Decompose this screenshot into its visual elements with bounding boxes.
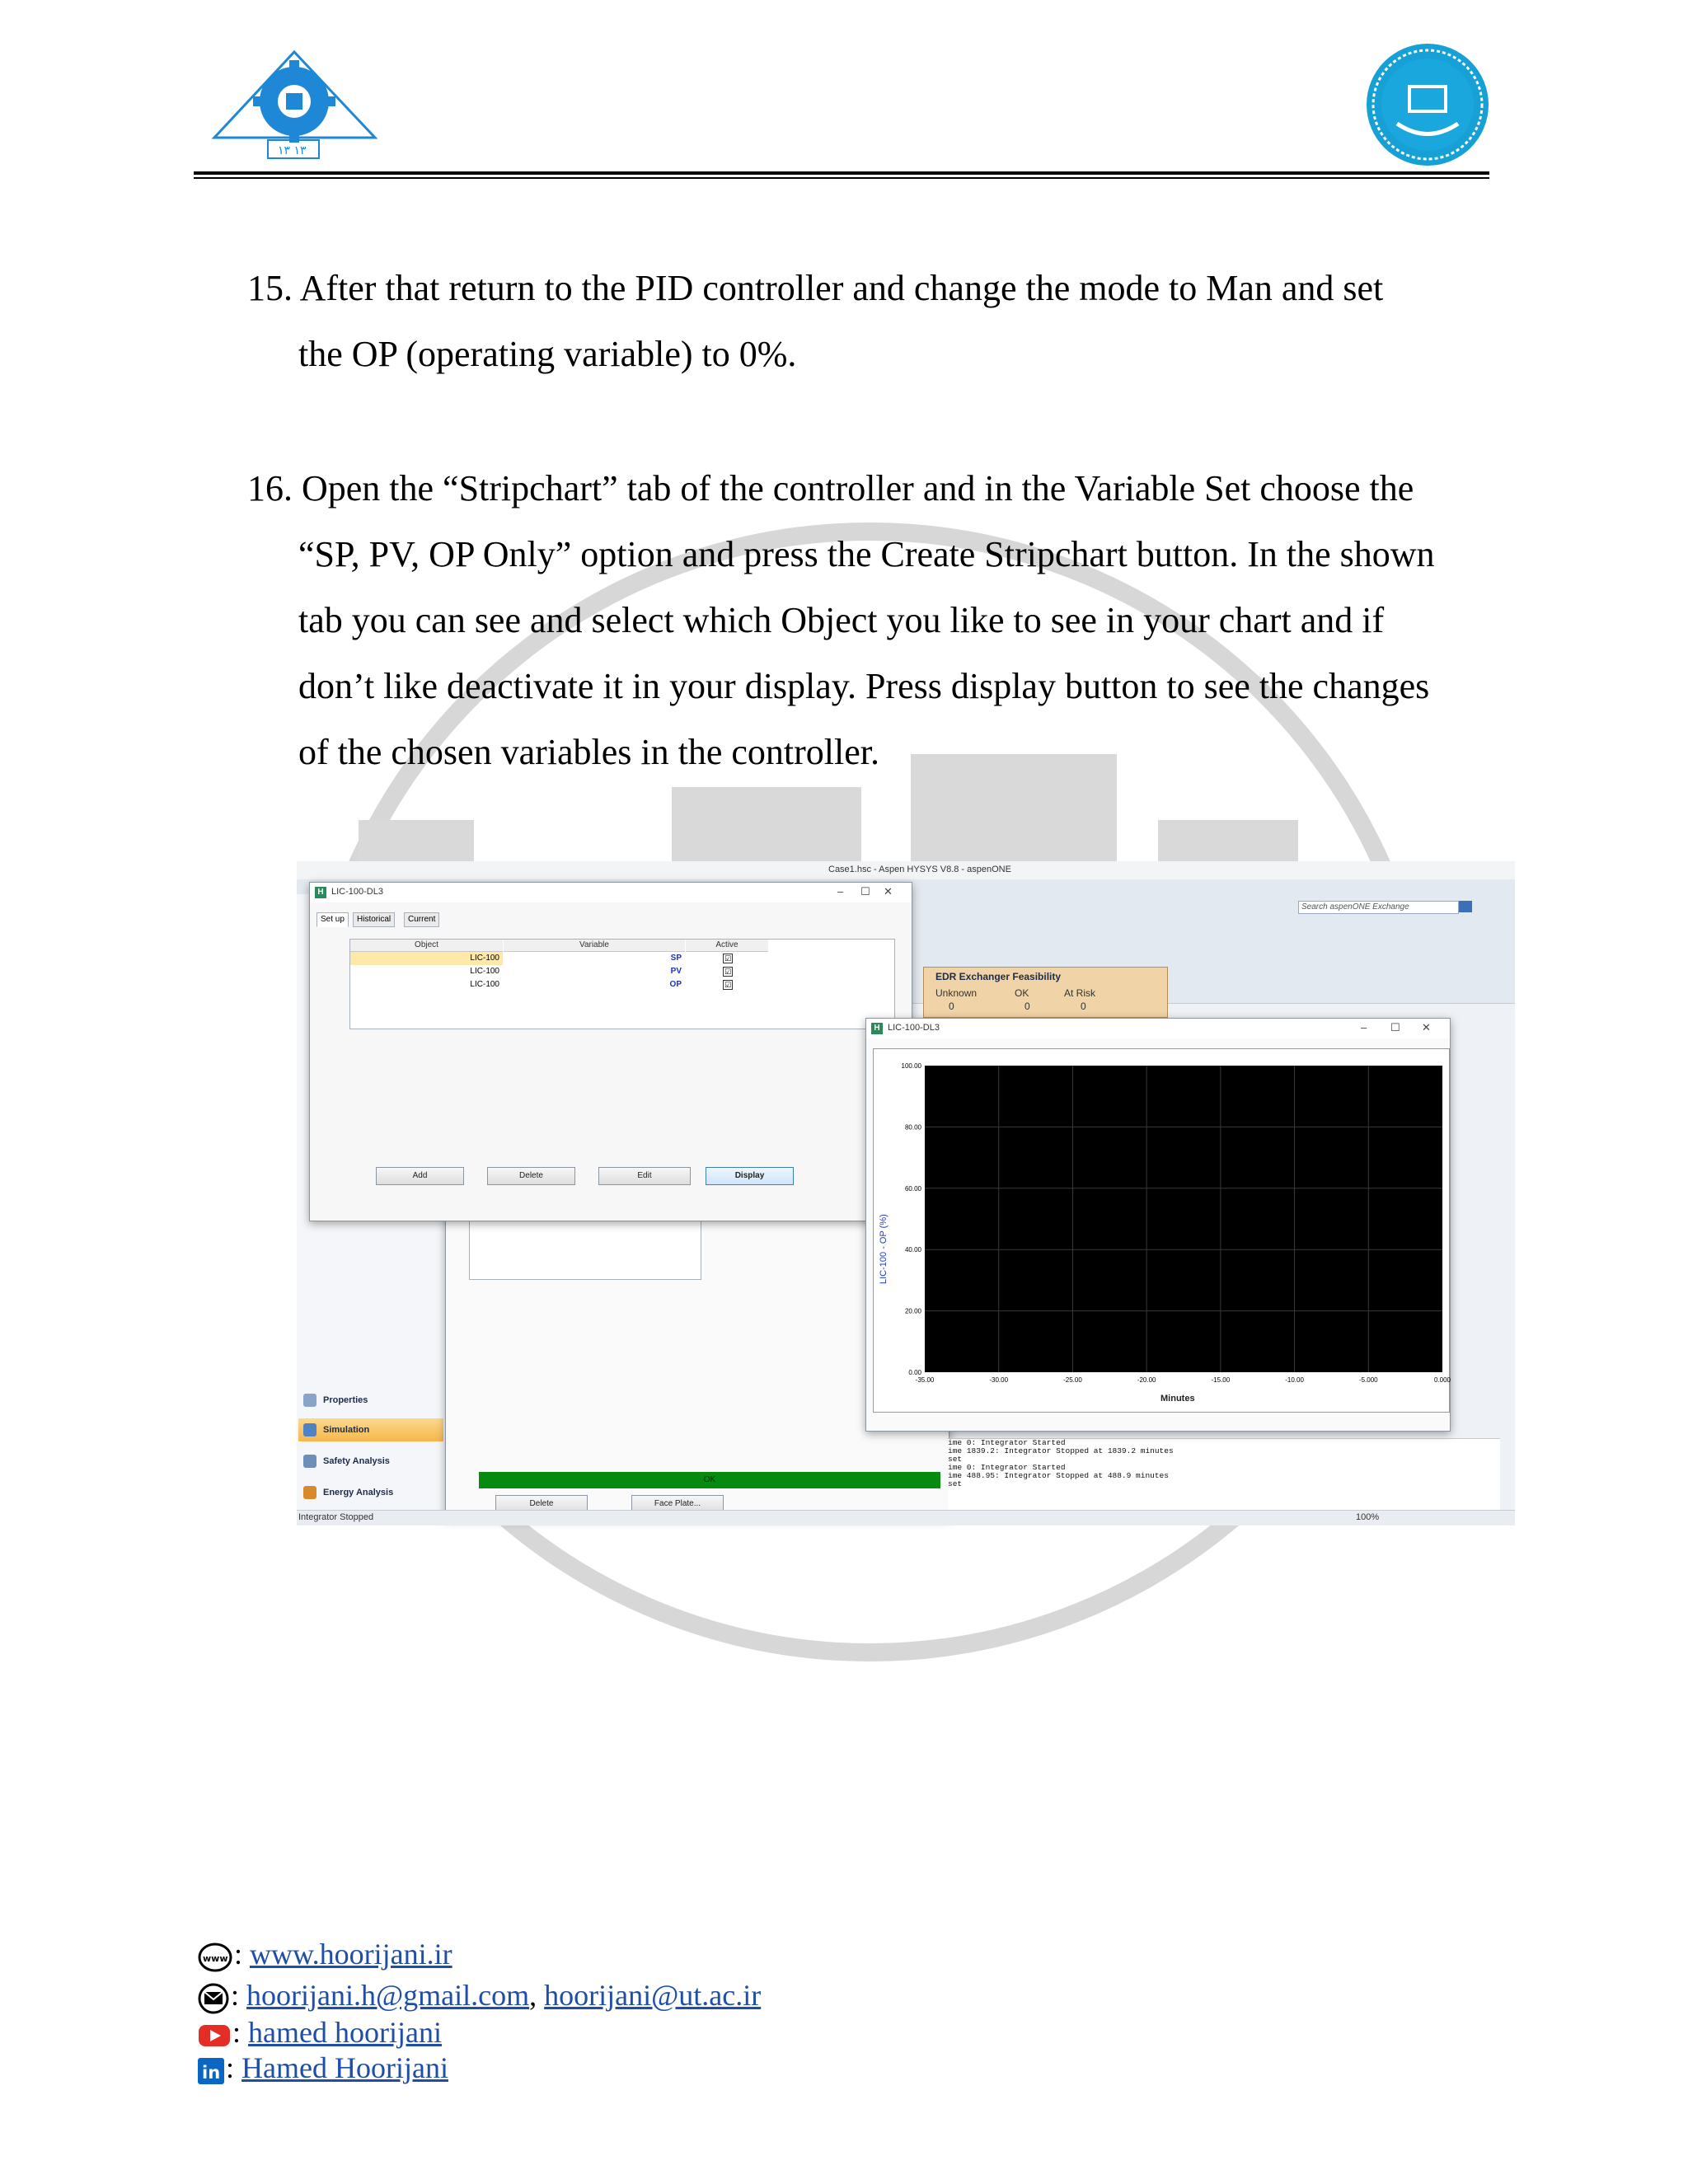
stripchart-setup-dialog xyxy=(309,882,912,1221)
x-tick-label: 0.000 xyxy=(1433,1376,1451,1384)
step-text-line: of the chosen variables in the controller. xyxy=(298,732,879,772)
step-number: 15. xyxy=(247,268,293,308)
tab-setup[interactable]: Set up xyxy=(316,912,349,927)
email-link-ut[interactable]: hoorijani@ut.ac.ir xyxy=(544,1979,762,2012)
header-rule xyxy=(194,171,1489,179)
youtube-link[interactable]: hamed hoorijani xyxy=(248,2016,442,2049)
table-cell-object[interactable]: LIC-100 xyxy=(350,952,503,965)
maximize-icon[interactable]: ☐ xyxy=(860,885,870,898)
table-cell-variable[interactable]: SP xyxy=(670,954,682,963)
search-input[interactable]: Search aspenONE Exchange xyxy=(1298,901,1459,914)
edr-value-ok: 0 xyxy=(1025,1001,1030,1012)
y-tick-label: 80.00 xyxy=(904,1123,921,1132)
minimize-icon[interactable]: – xyxy=(837,885,844,898)
chart-frame xyxy=(873,1048,1450,1413)
x-tick-label: -15.00 xyxy=(1211,1376,1231,1384)
y-tick-label: 20.00 xyxy=(904,1307,921,1315)
add-button[interactable]: Add xyxy=(376,1167,464,1185)
chart-window-title: LIC-100-DL3 xyxy=(888,1023,940,1033)
x-axis-label: Minutes xyxy=(1160,1394,1195,1404)
app-title: Case1.hsc - Aspen HYSYS V8.8 - aspenONE xyxy=(828,865,1011,874)
edr-col-unknown: Unknown xyxy=(935,987,978,999)
table-cell-variable[interactable]: PV xyxy=(670,967,682,976)
chart-titlebar xyxy=(866,1019,1450,1038)
nav-safety-analysis[interactable] xyxy=(298,1450,443,1473)
hysys-screenshot xyxy=(297,861,1515,1525)
nav-simulation[interactable] xyxy=(298,1418,443,1441)
nav-properties[interactable] xyxy=(298,1389,443,1412)
face-plate-button[interactable]: Face Plate... xyxy=(631,1495,724,1513)
zoom-level: 100% xyxy=(1356,1512,1380,1522)
x-tick-label: -30.00 xyxy=(989,1376,1009,1384)
svg-text:in: in xyxy=(202,2062,221,2083)
linkedin-icon xyxy=(198,2058,224,2084)
message-line: ime 0: Integrator Started xyxy=(948,1463,1066,1472)
y-tick-label: 40.00 xyxy=(904,1246,921,1254)
stripchart-plot[interactable] xyxy=(874,1049,1449,1412)
edr-feasibility-panel xyxy=(923,967,1168,1018)
message-line: ime 1839.2: Integrator Stopped at 1839.2 minutes xyxy=(948,1446,1174,1455)
svg-text:۱۳ ۱۳: ۱۳ ۱۳ xyxy=(278,144,307,157)
faculty-logo xyxy=(210,37,379,177)
step-15 xyxy=(247,255,1492,387)
simulation-icon xyxy=(303,1423,316,1436)
x-tick-label: -35.00 xyxy=(915,1376,935,1384)
active-checkbox[interactable]: ☑ xyxy=(724,968,732,976)
y-tick-label: 60.00 xyxy=(904,1184,921,1193)
footer-website: www : www.hoorijani.ir xyxy=(198,1937,452,1972)
step-text-line: tab you can see and select which Object you like to see in your chart and if xyxy=(298,600,1385,640)
delete-row-button[interactable]: Delete xyxy=(487,1167,575,1185)
app-titlebar xyxy=(297,861,1515,879)
nav-label: Safety Analysis xyxy=(323,1456,390,1466)
footer-youtube: : hamed hoorijani xyxy=(198,2015,442,2050)
message-line: ime 0: Integrator Started xyxy=(948,1438,1066,1447)
youtube-icon xyxy=(198,2023,231,2048)
table-cell-variable[interactable]: OP xyxy=(669,980,682,989)
linkedin-link[interactable]: Hamed Hoorijani xyxy=(241,2051,448,2084)
energy-icon xyxy=(303,1486,316,1499)
active-checkbox[interactable]: ☑ xyxy=(724,981,732,989)
step-number: 16. xyxy=(247,468,293,509)
y-tick-label: 100.00 xyxy=(901,1062,921,1070)
status-bar-ok: OK xyxy=(479,1472,940,1488)
message-log xyxy=(948,1438,1500,1510)
column-header-variable: Variable xyxy=(504,940,685,952)
step-text-line: After that return to the PID controller and change the mode to Man and set xyxy=(299,268,1384,308)
tab-historical[interactable]: Historical xyxy=(353,912,395,927)
edr-value-unknown: 0 xyxy=(949,1001,954,1012)
column-header-object: Object xyxy=(350,940,503,952)
step-text-line: the OP (operating variable) to 0%. xyxy=(298,334,797,374)
tab-current[interactable]: Current xyxy=(404,912,439,927)
dialog-titlebar xyxy=(310,883,912,902)
step-text-line: don’t like deactivate it in your display. Press display button to see the changes xyxy=(298,666,1430,706)
stripchart-window xyxy=(865,1018,1451,1432)
x-tick-label: -5.000 xyxy=(1358,1376,1378,1384)
delete-button[interactable]: Delete xyxy=(495,1495,588,1513)
step-text-line: Open the “Stripchart” tab of the controller and in the Variable Set choose the xyxy=(302,468,1414,509)
footer-linkedin: in : Hamed Hoorijani xyxy=(198,2050,448,2085)
step-16 xyxy=(247,456,1492,785)
website-link[interactable]: www.hoorijani.ir xyxy=(250,1938,452,1971)
close-icon[interactable]: ✕ xyxy=(884,885,893,898)
nav-label: Energy Analysis xyxy=(323,1488,394,1497)
dialog-title: LIC-100-DL3 xyxy=(331,887,383,897)
table-cell-object[interactable]: LIC-100 xyxy=(470,967,499,976)
properties-icon xyxy=(303,1394,316,1407)
message-line: ime 488.95: Integrator Stopped at 488.9 minutes xyxy=(948,1471,1169,1480)
minimize-icon[interactable]: – xyxy=(1361,1021,1367,1033)
message-line: set xyxy=(948,1455,963,1464)
nav-label: Properties xyxy=(323,1395,368,1405)
edr-col-at-risk: At Risk xyxy=(1064,987,1096,999)
nav-label: Simulation xyxy=(323,1425,370,1435)
active-checkbox[interactable]: ☑ xyxy=(724,954,732,963)
edr-col-ok: OK xyxy=(1015,987,1029,999)
footer-email: : hoorijani.h@gmail.com, hoorijani@ut.ac.ir xyxy=(198,1978,761,2013)
step-text-line: “SP, PV, OP Only” option and press the Create Stripchart button. In the shown xyxy=(298,534,1435,574)
y-axis-label: LIC-100 - OP (%) xyxy=(879,1214,889,1284)
plot-background xyxy=(925,1066,1442,1372)
maximize-icon[interactable]: ☐ xyxy=(1390,1021,1400,1033)
column-header-active: Active xyxy=(686,940,768,952)
message-line: set xyxy=(948,1479,963,1488)
status-bar xyxy=(297,1510,1515,1526)
x-tick-label: -10.00 xyxy=(1285,1376,1304,1384)
x-tick-label: -20.00 xyxy=(1137,1376,1156,1384)
display-button[interactable]: Display xyxy=(706,1167,794,1185)
table-cell-object[interactable]: LIC-100 xyxy=(470,980,499,989)
stripchart-variable-grid xyxy=(349,939,895,1029)
safety-icon xyxy=(303,1455,316,1468)
email-link-gmail[interactable]: hoorijani.h@gmail.com xyxy=(246,1979,530,2012)
nav-energy-analysis[interactable] xyxy=(298,1481,443,1504)
x-tick-label: -25.00 xyxy=(1063,1376,1082,1384)
hysys-icon: H xyxy=(871,1023,883,1034)
edr-value-at-risk: 0 xyxy=(1081,1001,1086,1012)
svg-text:www: www xyxy=(203,1952,228,1964)
www-icon xyxy=(198,1943,232,1972)
university-seal xyxy=(1364,41,1492,169)
edit-button[interactable]: Edit xyxy=(598,1167,691,1185)
close-icon[interactable]: ✕ xyxy=(1422,1021,1431,1033)
email-icon xyxy=(198,1984,229,2013)
status-text: Integrator Stopped xyxy=(298,1512,374,1522)
edr-title: EDR Exchanger Feasibility xyxy=(935,971,1062,982)
y-tick-label: 0.00 xyxy=(908,1369,921,1376)
search-icon[interactable] xyxy=(1459,901,1472,912)
hysys-icon: H xyxy=(315,887,326,898)
